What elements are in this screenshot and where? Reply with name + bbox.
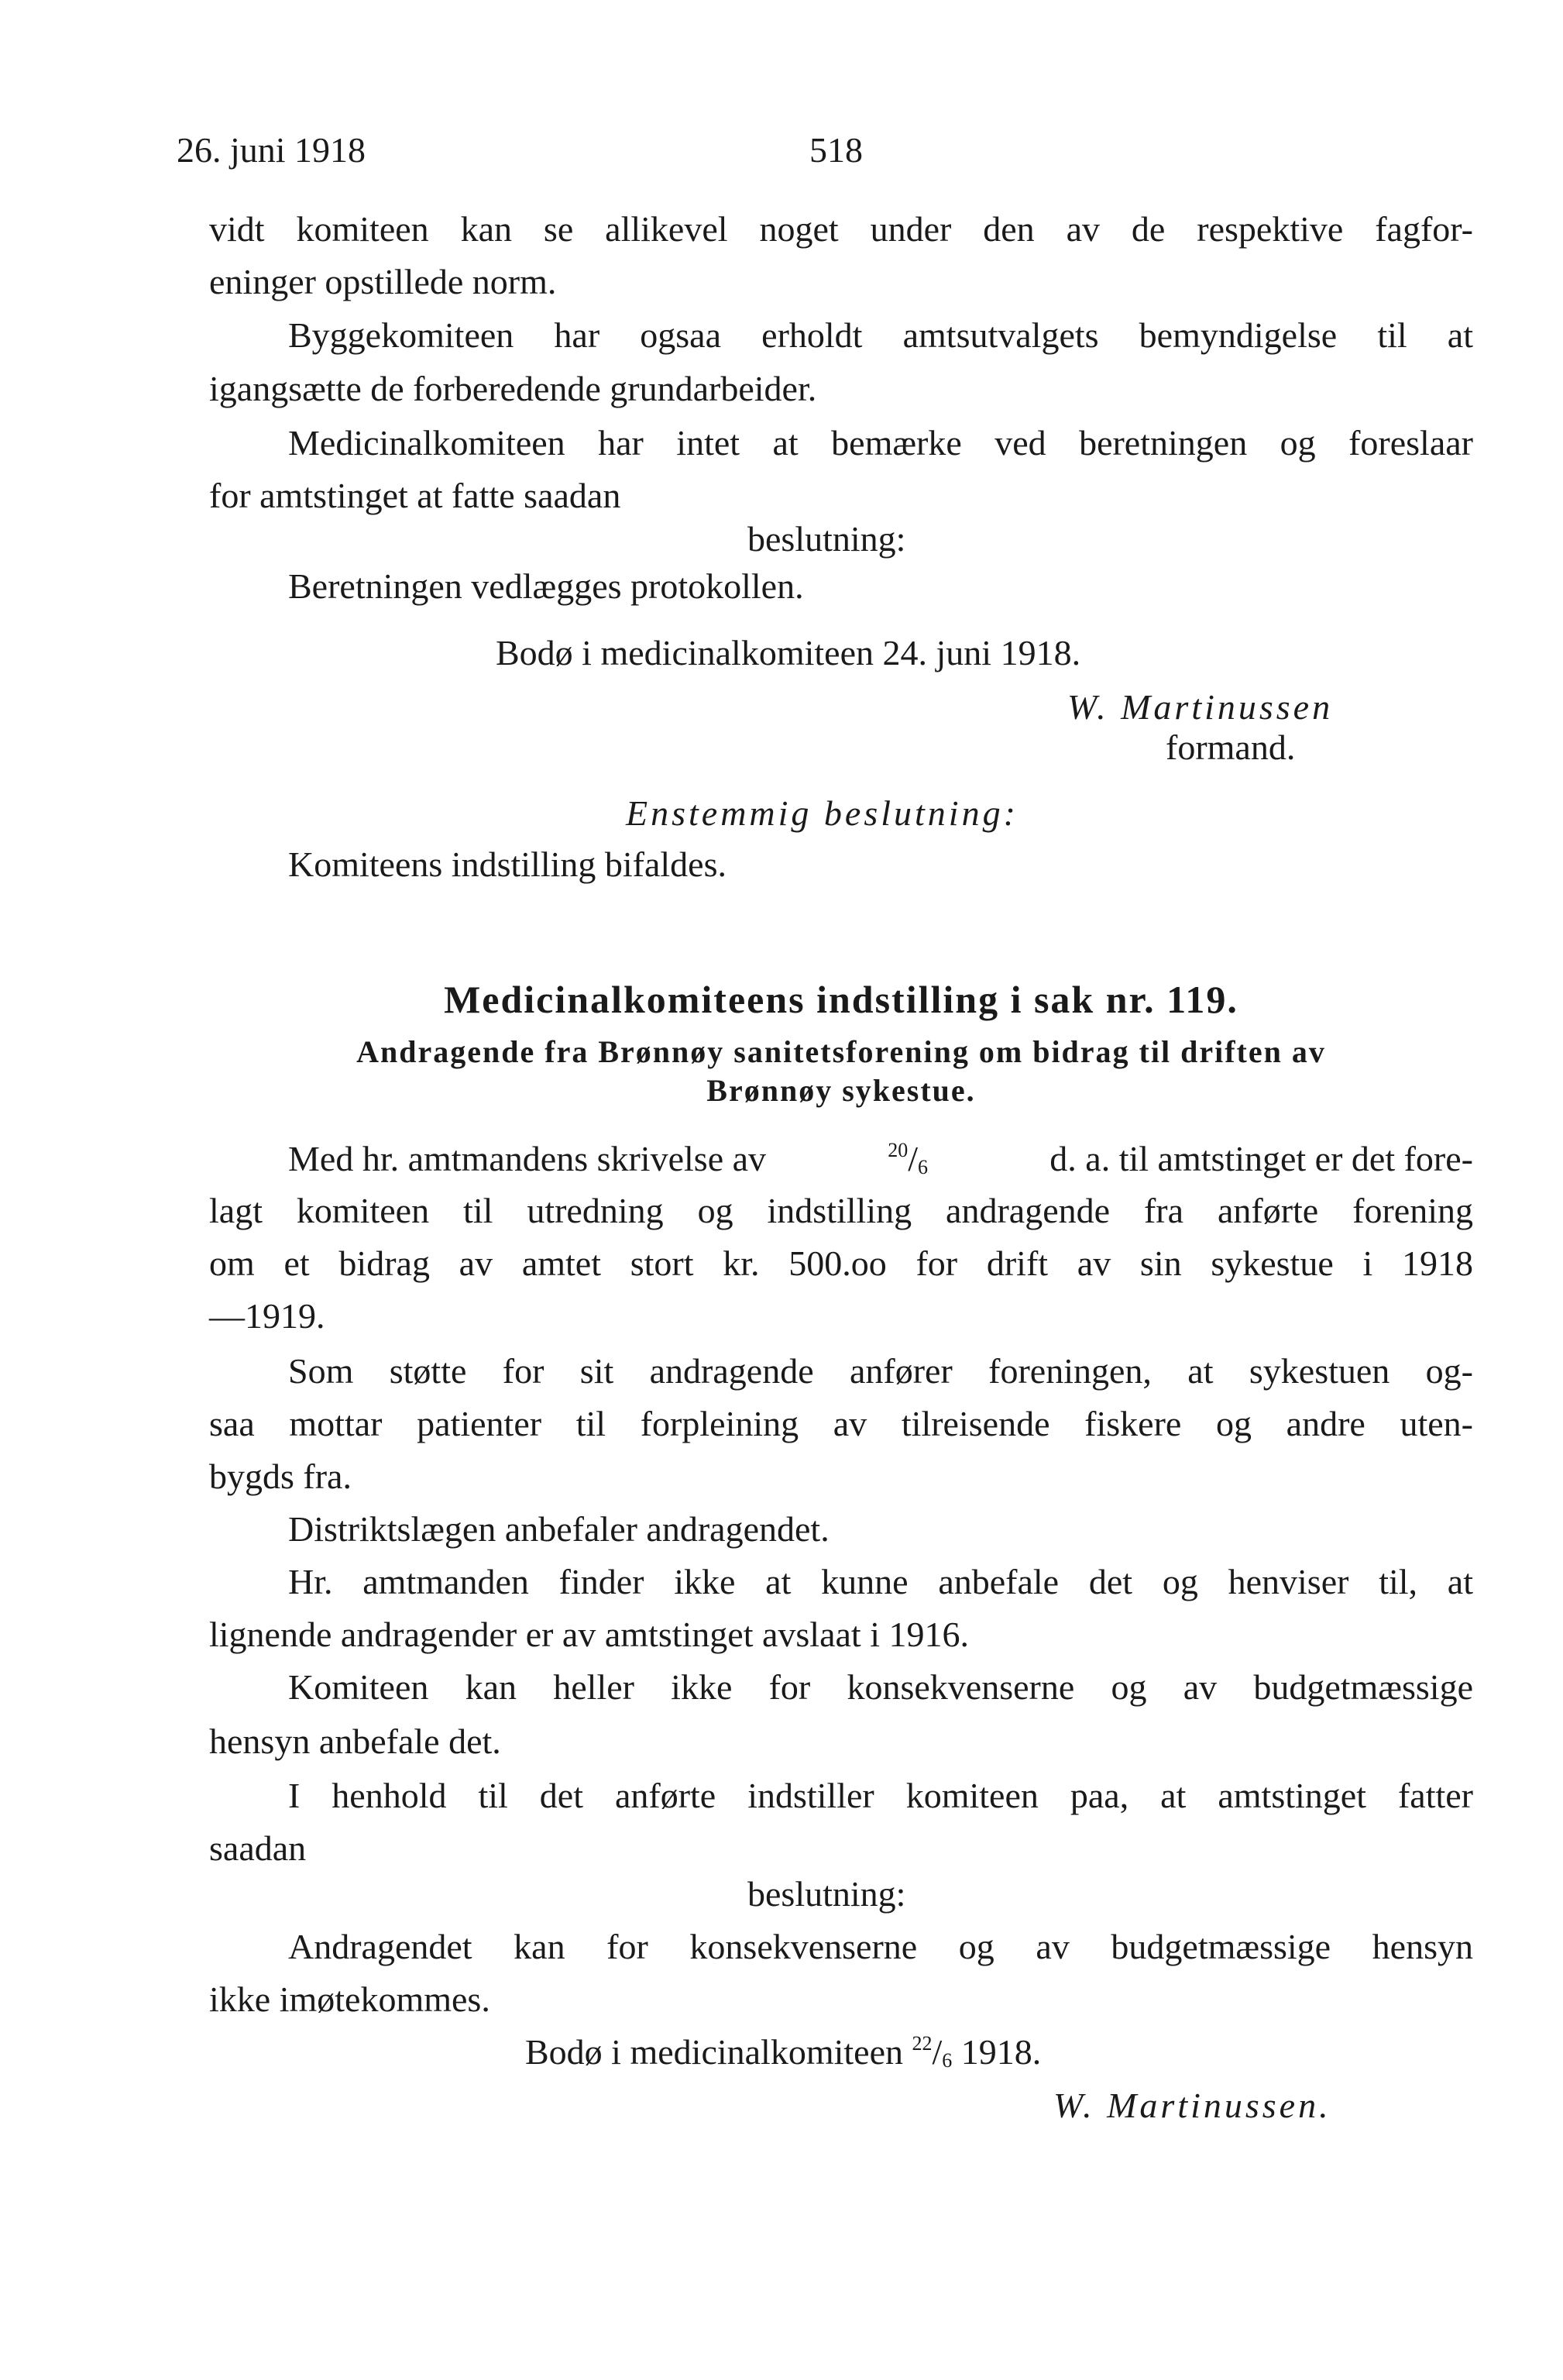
paragraph-line: Hr. amtmanden finder ikke at kunne anbefale det og henviser til, at [288, 1562, 1473, 1601]
paragraph-line: vidt komiteen kan se allikevel noget under den av de respektive fagfor- [209, 209, 1473, 249]
paragraph-line: igangsætte de forberedende grundarbeider. [209, 369, 817, 408]
section-title: Medicinalkomiteens indstilling i sak nr. 119. [444, 978, 1238, 1021]
paragraph-text: Med hr. amtmandens skrivelse av [288, 1139, 767, 1178]
paragraph-line: hensyn anbefale det. [209, 1721, 501, 1761]
paragraph-line: saadan [209, 1828, 307, 1868]
place-date-line: Bodø i medicinalkomiteen 24. juni 1918. [496, 633, 1081, 672]
fraction-numerator: 22 [912, 2032, 933, 2055]
paragraph-line: lagt komiteen til utredning og indstilling andragende fra anførte forening [209, 1191, 1473, 1230]
section-subtitle-line: Brønnøy sykestue. [706, 1073, 976, 1108]
fraction-denominator: 6 [918, 1156, 929, 1178]
paragraph-line: Medicinalkomiteen har intet at bemærke ved beretningen og foreslaar [288, 423, 1473, 463]
paragraph-line: eninger opstillede norm. [209, 262, 557, 301]
signature: W. Martinussen [1067, 687, 1334, 727]
signature: W. Martinussen. [1053, 2086, 1331, 2125]
paragraph-line: saa mottar patienter til forpleining av tilreisende fiskere og andre uten- [209, 1404, 1473, 1443]
resolution-line: ikke imøtekommes. [209, 1979, 490, 2019]
resolution-line: Andragendet kan for konsekvenserne og av budgetmæssige hensyn [288, 1927, 1473, 1966]
place-date-line [525, 2031, 1041, 2074]
paragraph-line: bygds fra. [209, 1457, 352, 1496]
beslutning-label: beslutning: [747, 519, 906, 559]
section-subtitle-line: Andragende fra Brønnøy sanitetsforening om bidrag til driften av [356, 1034, 1326, 1069]
date-year: 1918. [960, 2032, 1042, 2072]
page-header-date: 26. juni 1918 [177, 130, 366, 170]
paragraph-line: Komiteen kan heller ikke for konsekvenserne og av budgetmæssige [288, 1667, 1473, 1707]
fraction-numerator: 20 [888, 1139, 909, 1161]
paragraph-line: for amtstinget at fatte saadan [209, 476, 621, 515]
paragraph-line: Byggekomiteen har ogsaa erholdt amtsutvalgets bemyndigelse til at [288, 315, 1473, 355]
paragraph-line: om et bidrag av amtet stort kr. 500.oo for drift av sin sykestue i 1918 [209, 1243, 1473, 1283]
paragraph-line: lignende andragender er av amtstinget avslaat i 1916. [209, 1615, 969, 1654]
unanimous-decision-label: Enstemmig beslutning: [626, 793, 1019, 833]
beslutning-label: beslutning: [747, 1874, 906, 1914]
paragraph-line: Som støtte for sit andragende anfører foreningen, at sykestuen og- [288, 1351, 1473, 1391]
paragraph-line: —1919. [209, 1296, 325, 1336]
page-number: 518 [809, 130, 863, 170]
decision-text: Komiteens indstilling bifaldes. [288, 844, 727, 884]
date-fraction: $^{22}/_6$ [912, 2032, 953, 2072]
place-date-text: Bodø i medicinalkomiteen [525, 2032, 904, 2072]
signature-title: formand. [1166, 727, 1296, 767]
fraction-denominator: 6 [942, 2049, 953, 2072]
paragraph-line: I henhold til det anførte indstiller komiteen paa, at amtstinget fatter [288, 1776, 1473, 1815]
paragraph-line-with-fraction [288, 1137, 1473, 1181]
resolution-text: Beretningen vedlægges protokollen. [288, 566, 804, 606]
date-fraction: $^{20}/_6$ [888, 1139, 929, 1178]
paragraph-text: d. a. til amtstinget er det fore- [1049, 1139, 1473, 1178]
paragraph-line: Distriktslægen anbefaler andragendet. [288, 1509, 830, 1549]
